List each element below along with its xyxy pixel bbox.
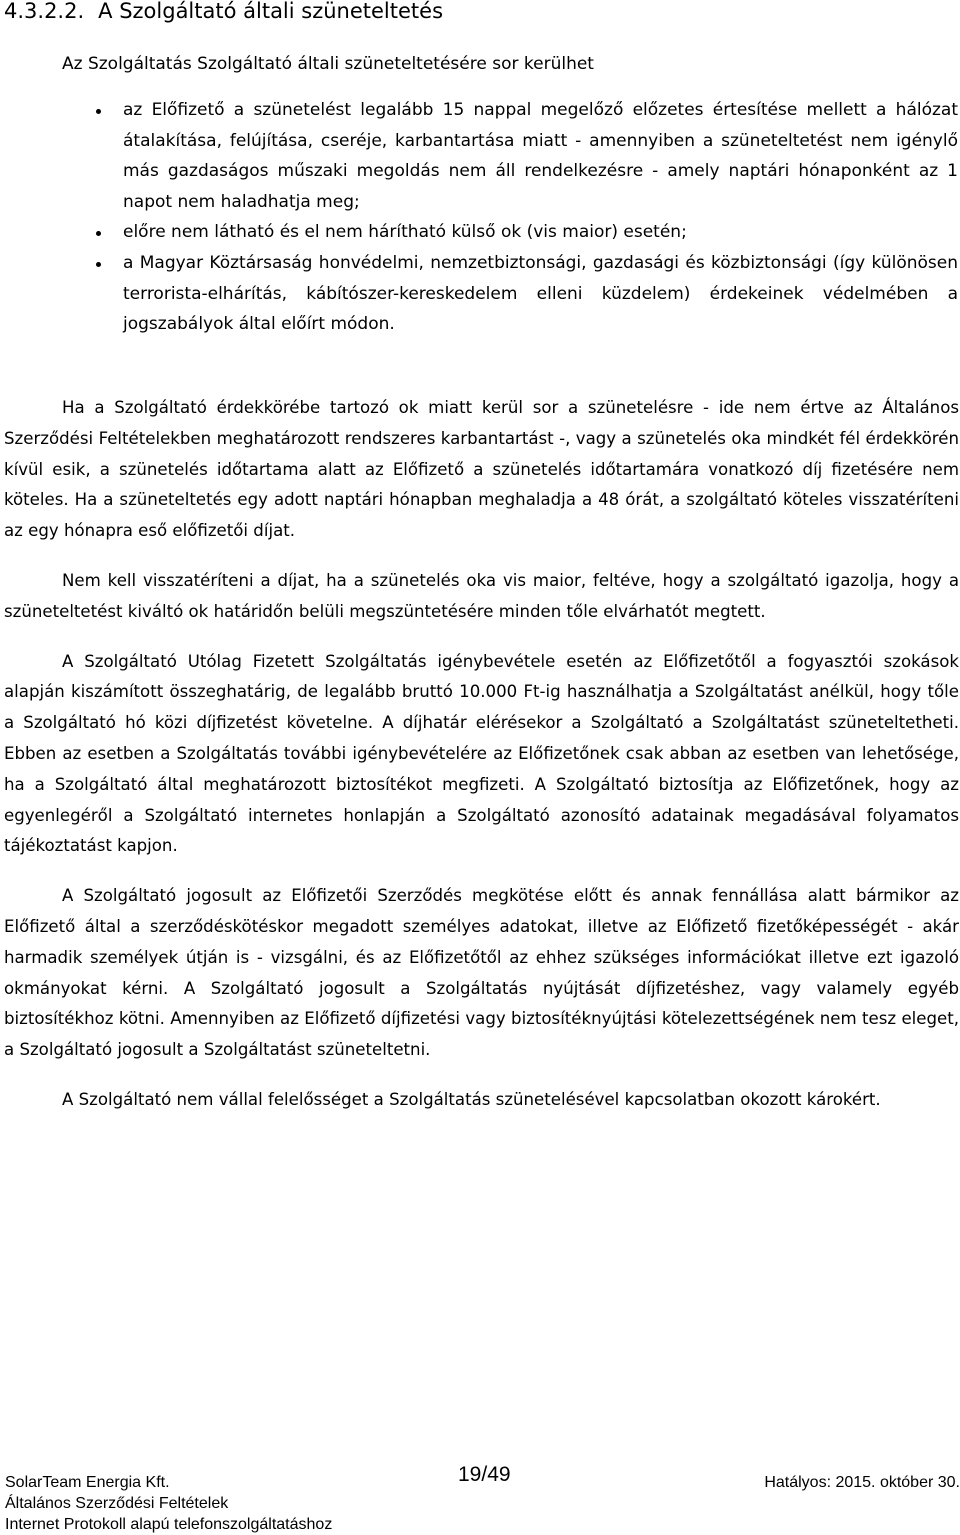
body-text (4, 393, 959, 1135)
list-item-text: előre nem látható és el nem hárítható külső ok (vis maior) esetén; (123, 222, 687, 243)
list-item-text: a Magyar Köztársaság honvédelmi, nemzetbiztonsági, gazdasági és közbiztonsági (így különösen terrorista-elhárítás, kábítószer-kereskedelem elleni küzdelem) érdekeinek védelmében a jogszabályok által előírt módon. (123, 252, 958, 335)
footer-doc-title: Általános Szerződési Feltételek (5, 1495, 229, 1512)
section-number: 4.3.2.2. (4, 0, 85, 23)
section-title: A Szolgáltató általi szüneteltetés (98, 0, 444, 23)
paragraph: A Szolgáltató jogosult az Előfizetői Szerződés megkötése előtt és annak fennállása alatt bármikor az Előfizető által a szerződéskötéskor megadott személyes adatokat, illetve az Előfizető fizetőképességét - akár harmadik személyek útján is - vizsgálni, és az Előfizetőtől az ehhez szükséges információkat illetve ezt igazoló okmányokat kérni. A Szolgáltató jogosult a Szolgáltatás nyújtását díjfizetéshez, vagy valamely egyéb biztosítékhoz kötni. Amennyiben az Előfizető díjfizetési vagy biztosítéknyújtási kötelezettségének nem tesz eleget, a Szolgáltató jogosult a Szolgáltatást szüneteltetni. (4, 886, 959, 1060)
bullet-icon (96, 231, 101, 236)
footer-page-number: 19/49 (458, 1463, 511, 1486)
intro-text: Az Szolgáltatás Szolgáltató általi szüneteltetésére sor kerülhet (62, 54, 594, 74)
paragraph: Nem kell visszatéríteni a díjat, ha a szünetelés oka vis maior, feltéve, hogy a szolgáltató igazolja, hogy a szüneteltetést kiváltó ok határidőn belüli megszüntetésére minden tőle elvárhatót megtett. (4, 570, 959, 621)
bullet-icon (96, 262, 101, 267)
bullet-icon (96, 109, 101, 114)
list-item-text: az Előfizető a szünetelést legalább 15 nappal megelőző előzetes értesítése mellett a hálózat átalakítása, felújítása, cseréje, karbantartása miatt - amennyiben a szüneteltetést nem igénylő más gazdaságos műszaki megoldás nem áll rendelkezésre - amely naptári hónaponként az 1 napot nem haladhatja meg; (123, 100, 958, 212)
section-heading (4, 0, 443, 28)
paragraph: Ha a Szolgáltató érdekkörébe tartozó ok miatt kerül sor a szünetelésre - ide nem értve az Általános Szerződési Feltételekben meghatározott rendszeres karbantartást -, vagy a szünetelés oka mindkét fél érdekkörén kívül esik, a szünetelés időtartama alatt az Előfizető a szünetelés időtartamára vonatkozó díj fizetésére nem köteles. Ha a szüneteltetés egy adott naptári hónapban meghaladja a 48 órát, a szolgáltató köteles visszatéríteni az egy hónapra eső előfizetői díjat. (4, 398, 959, 541)
footer-doc-subtitle: Internet Protokoll alapú telefonszolgáltatáshoz (5, 1516, 333, 1533)
footer-effective-date: Hatályos: 2015. október 30. (764, 1474, 960, 1491)
paragraph: A Szolgáltató Utólag Fizetett Szolgáltatás igénybevétele esetén az Előfizetőtől a fogyasztói szokások alapján kiszámított összeghatárig, de legalább bruttó 10.000 Ft-ig használhatja a Szolgáltatást anélkül, hogy tőle a Szolgáltató hó közi díjfizetést követelne. A díjhatár elérésekor a Szolgáltató a Szolgáltatást szüneteltetheti. Ebben az esetben a Szolgáltatás további igénybevételére az Előfizetőnek csak abban az esetben van lehetősége, ha a Szolgáltató által meghatározott biztosítékot megfizeti. A Szolgáltató biztosítja az Előfizetőnek, hogy az egyenlegéről a Szolgáltató internetes honlapján a Szolgáltató azonosító adatainak megadásával folyamatos tájékoztatást kapjon. (4, 651, 959, 856)
paragraph: A Szolgáltató nem vállal felelősséget a Szolgáltatás szünetelésével kapcsolatban okozott károkért. (62, 1089, 881, 1109)
footer-company: SolarTeam Energia Kft. (5, 1474, 170, 1491)
list-item (96, 217, 958, 248)
bullet-list (96, 95, 958, 340)
list-item (96, 95, 958, 217)
list-item (96, 248, 958, 340)
